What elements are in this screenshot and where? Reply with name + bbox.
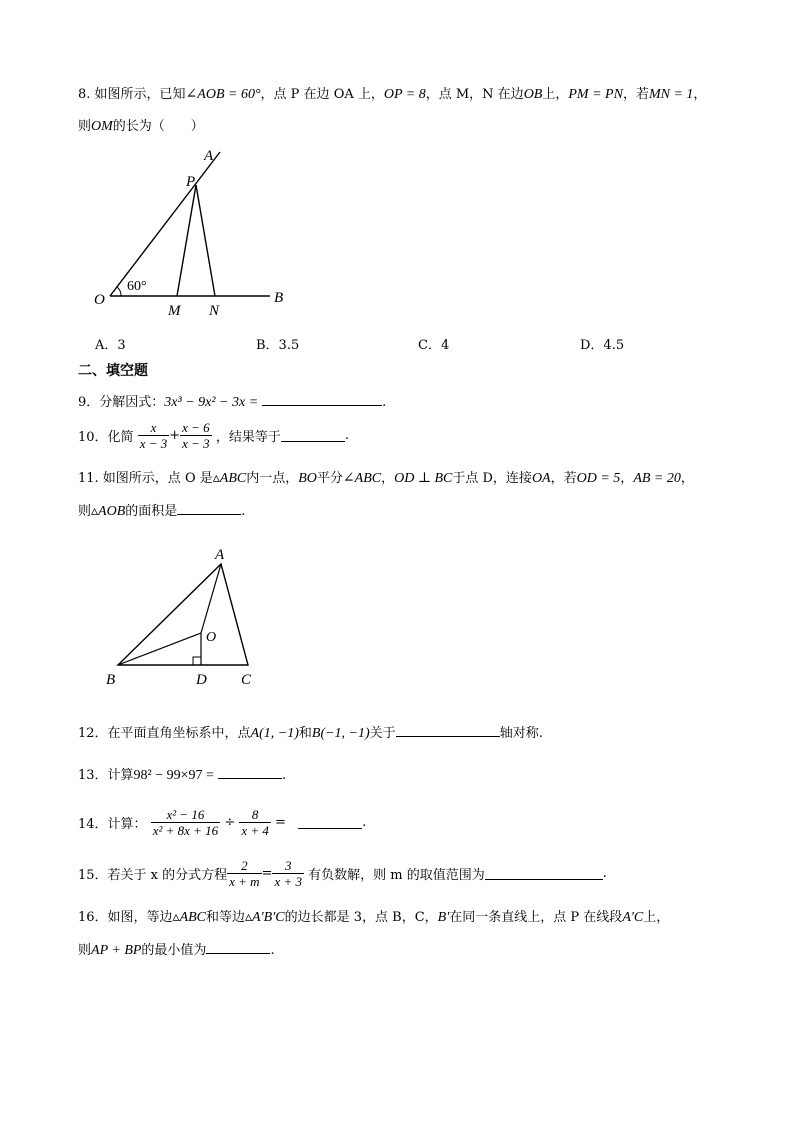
q8-option-b[interactable]: B．3.5 [256,338,300,353]
q16-expr: AP + BP [91,943,142,958]
q8-text: ， [693,87,707,102]
q16-line1 [78,906,669,926]
segment-bo [118,633,201,665]
q11-end: . [241,504,246,519]
q16-end: . [270,943,275,958]
q13-answer-blank[interactable] [218,766,282,779]
angle-arc [117,287,121,296]
q13-text: 13．计算 [78,768,134,783]
q8-line1 [78,83,706,103]
q13-end: . [281,768,287,783]
q12-point-b: B(−1, −1) [311,726,370,741]
q11-text: ， [620,471,634,486]
q14-f1-num: x² − 16 [151,807,220,823]
ray-oa [110,152,220,296]
label-o: O [206,630,217,645]
q15-frac-2 [272,858,304,889]
q16-text: 的边长都是 3，点 B，C， [284,910,438,925]
q8-om: OM [91,119,113,134]
q8-text: 则 [78,119,92,134]
q11-text: 则 [78,504,92,519]
q10-plus: + [169,428,181,443]
q16-text: 则 [78,943,92,958]
segment-pn [196,185,215,296]
label-n: N [209,303,220,319]
q16-segment: A′C [622,910,644,925]
right-angle-mark [193,657,201,665]
q11-text: 11. 如图所示，点 O 是 [78,471,213,486]
q15-f1-num: 2 [227,858,261,874]
q8-line2 [78,115,204,135]
q8-mn: MN = 1 [648,87,694,102]
q14-div: ÷ [224,815,236,830]
q14 [78,807,366,838]
q10-f2-num: x − 6 [182,420,210,435]
q10-f1-num: x [138,420,170,436]
q15-text-2: 有负数解，则 m 的取值范围为 [308,868,485,883]
q9-end: . [382,395,387,410]
q11-text: ， [381,471,395,486]
q10-answer-blank[interactable] [281,429,345,442]
q14-end: . [362,815,367,830]
q11-angle: ∠ABC [342,471,382,486]
q8-option-c[interactable]: C．4 [418,338,450,353]
q8-figure [88,145,298,320]
q15-frac-1 [227,858,261,889]
label-a: A [204,148,214,164]
q11-oa: OA [531,471,551,486]
q14-frac-2 [239,807,271,838]
q15-end: . [602,866,607,881]
q15-text: 15．若关于 x 的分式方程 [78,868,228,883]
label-angle: 60° [127,279,147,294]
q9-expr: 3x³ − 9x² − 3x = [164,395,259,410]
q11-text: 于点 D，连接 [452,471,532,486]
q15 [78,858,607,889]
q15-eq: = [261,866,273,881]
q11-odv: OD = 5 [576,471,621,486]
triangle-abc [118,564,248,665]
q16-text: 和等边 [206,910,246,925]
q11-text: 的面积是 [125,504,178,519]
q14-frac-1 [151,807,220,838]
q10-f1-den: x − 3 [139,436,168,451]
q8-text: 的长为（ ） [112,119,204,134]
q8-angle: ∠AOB = 60° [185,87,261,102]
q15-f1-den: x + m [229,874,260,889]
q16-answer-blank[interactable] [206,941,270,954]
q12-point-a: A(1, −1) [250,726,299,741]
label-d: D [196,672,207,688]
q9-answer-blank[interactable] [262,393,382,406]
q15-f2-num: 3 [272,858,304,874]
q9-text: 9．分解因式： [78,395,165,410]
q14-f1-den: x² + 8x + 16 [152,823,219,838]
q10-end: . [344,428,349,443]
q14-answer-blank[interactable] [298,816,362,829]
q12-text: 关于 [369,726,396,741]
q11-line2 [78,500,245,520]
label-b: B [106,672,116,688]
q11-text: ， [680,471,694,486]
section-heading: 二、填空题 [78,363,148,379]
q16-text: 在同一条直线上，点 P 在线段 [449,910,623,925]
q10-text-2: ，结果等于 [215,430,281,445]
q11-figure [98,543,268,693]
q16-bprime: B′ [437,910,450,925]
q12-answer-blank[interactable] [396,724,500,737]
q16-triangle-2: ▵A′B′C [245,910,285,925]
q11-od: OD ⊥ BC [394,471,453,486]
q11-triangle: ▵ABC [212,471,247,486]
q11-triangle-2: ▵AOB [91,504,126,519]
q9 [78,391,386,411]
q12-text: 和 [298,726,312,741]
label-m: M [168,303,181,319]
q8-text: 8. 如图所示，已知 [78,87,186,102]
q15-answer-blank[interactable] [485,867,603,880]
q16-text: 上， [643,910,670,925]
q10-frac-1 [138,420,170,451]
q12 [78,722,543,742]
q11-answer-blank[interactable] [177,502,241,515]
q12-text: 12．在平面直角坐标系中，点 [78,726,251,741]
q8-option-d[interactable]: D．4.5 [580,338,625,353]
q11-bo: BO [298,471,317,486]
q16-triangle-1: ▵ABC [172,910,207,925]
q10-frac-2 [180,420,212,451]
q13 [78,764,286,784]
segment-pm [177,185,196,296]
q8-pmpn: PM = PN [568,87,623,102]
q10 [78,420,349,451]
q8-ob: OB [523,87,543,102]
q8-text: ，点 M，N 在边 [425,87,524,102]
q13-expr: 98² − 99×97 = [133,768,214,783]
label-a: A [215,547,225,563]
q15-f2-den: x + 3 [274,874,303,889]
q11-line1 [78,467,694,487]
q16-text: 16．如图，等边 [78,910,173,925]
label-c: C [241,672,252,688]
q8-op: OP = 8 [383,87,426,102]
q14-text: 14．计算： [78,817,147,832]
label-p: P [186,174,196,190]
q14-f2-den: x + 4 [241,823,269,838]
q12-text: 轴对称. [499,726,543,741]
q16-text: 的最小值为 [141,943,207,958]
q10-text: 10．化简 [78,430,134,445]
q14-eq: = [275,815,286,830]
q8-text: 上， [542,87,569,102]
q8-text: ，若 [622,87,649,102]
q16-line2 [78,939,275,959]
label-b: B [274,290,284,306]
q14-f2-num: 8 [239,807,271,823]
q11-ab: AB = 20 [633,471,681,486]
q11-text: 平分 [316,471,343,486]
label-o: O [94,292,105,308]
q8-option-a[interactable]: A．3 [95,338,126,353]
q8-text: ，点 P 在边 OA 上， [260,87,384,102]
q10-f2-den: x − 3 [182,436,210,451]
q11-text: ，若 [550,471,577,486]
q11-text: 内一点， [246,471,299,486]
